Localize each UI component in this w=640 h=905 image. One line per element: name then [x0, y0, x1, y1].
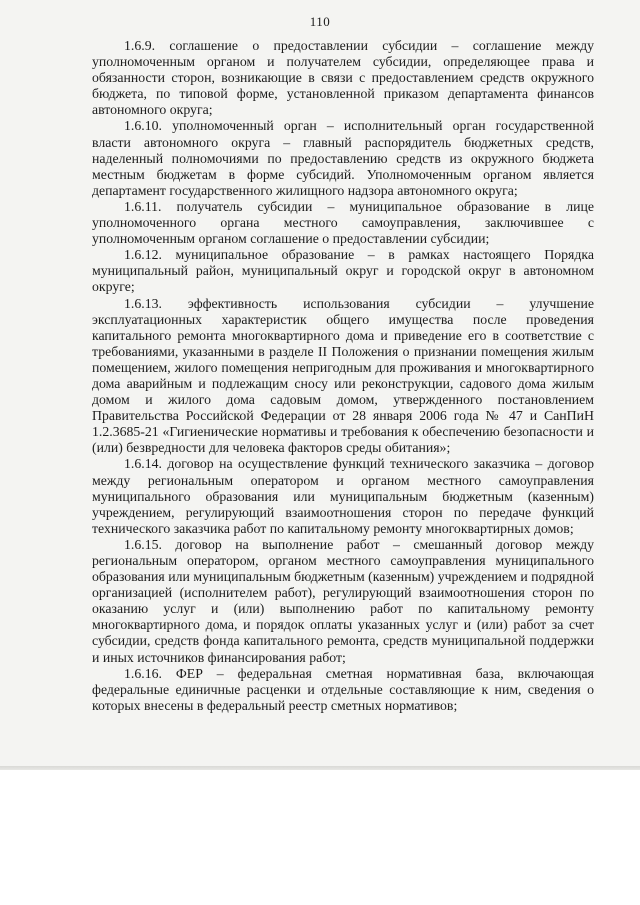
- clause-text: соглашение о предоставлении субсидии – соглашение между уполномоченным органом и получателем субсидии, определяющее права и обязанности сторон, возникающие в связи с предоставлением средств окружного бюджета, по типовой форме, установленной приказом департамента финансов автономного округа;: [92, 38, 595, 118]
- clause-number: 1.6.9.: [124, 38, 156, 53]
- clause-text: ФЕР – федеральная сметная нормативная база, включающая федеральные единичные расценки и отдельные составляющие к ним, сведения о которых внесены в федеральный реестр сметных нормативов;: [92, 665, 594, 713]
- clause-text: муниципальное образование – в рамках настоящего Порядка муниципальный район, муниципальный округ и городской округ в автономном округе;: [92, 247, 594, 295]
- clause-number: 1.6.13.: [124, 295, 162, 311]
- paragraph-1-6-11: [92, 199, 594, 247]
- clause-number: 1.6.11.: [124, 198, 162, 214]
- scan-bottom-edge: [0, 766, 640, 770]
- clause-number: 1.6.15.: [124, 536, 162, 552]
- paragraph-1-6-16: [92, 666, 594, 714]
- paragraph-1-6-12: [92, 247, 594, 295]
- clause-number: 1.6.10.: [124, 118, 162, 134]
- clause-text: договор на выполнение работ – смешанный договор между региональным оператором, органом местного самоуправления муниципального образования или муниципальным бюджетным (казенным) учреждением и подрядной организацией (исполнителем работ), регулирующий взаимоотношения сторон по оказанию услуг и (или) выполнению работ по капитальному ремонту многоквартирного дома, и порядок оплаты указанных услуг и (или) работ за счет субсидии, средств фонда капитального ремонта, средств муниципальной поддержки и иных источников финансирования работ;: [92, 536, 595, 665]
- clause-number: 1.6.12.: [124, 247, 162, 263]
- clause-number: 1.6.14.: [124, 456, 162, 472]
- page-number: 110: [309, 14, 331, 29]
- paragraph-1-6-13: [92, 296, 594, 457]
- paragraph-1-6-14: [92, 456, 594, 536]
- document-body: [92, 38, 594, 714]
- paragraph-1-6-10: [92, 118, 594, 198]
- clause-number: 1.6.16.: [124, 665, 162, 681]
- paragraph-1-6-9: [92, 38, 594, 118]
- clause-text: получатель субсидии – муниципальное образование в лице уполномоченного органа местного самоуправления, заключившее с уполномоченным органом соглашение о предоставлении субсидии;: [92, 198, 595, 247]
- clause-text: договор на осуществление функций технического заказчика – договор между региональным оператором и органом местного самоуправления муниципального образования или муниципальным бюджетным (казенным) учреждением, регулирующий взаимоотношения сторон по передаче функций технического заказчика работ по капитальному ремонту многоквартирных домов;: [92, 456, 595, 536]
- paragraph-1-6-15: [92, 537, 594, 666]
- clause-text: уполномоченный орган – исполнительный орган государственной власти автономного округа – главный распорядитель бюджетных средств, наделенный полномочиями по предоставлению средств из окружного бюджета местным бюджетам в форме субсидий. Уполномоченным органом является департамент государственного жилищного надзора автономного округа;: [92, 118, 595, 198]
- clause-text: эффективность использования субсидии – улучшение эксплуатационных характеристик общего имущества после проведения капитального ремонта многоквартирного дома и приведение его в соответствие с требованиями, указанными в разделе II Положения о признании помещения жилым помещением, жилого помещения непригодным для проживания и многоквартирного дома аварийным и подлежащим сносу или реконструкции, садового дома жилым домом и жилого дома садовым домом, утвержденного постановлением Правительства Российской Федерации от 28 января 2006 года № 47 и СанПиН 1.2.3685-21 «Гигиенические нормативы и требования к обеспечению безопасности и (или) безвредности для человека факторов среды обитания»;: [92, 295, 594, 456]
